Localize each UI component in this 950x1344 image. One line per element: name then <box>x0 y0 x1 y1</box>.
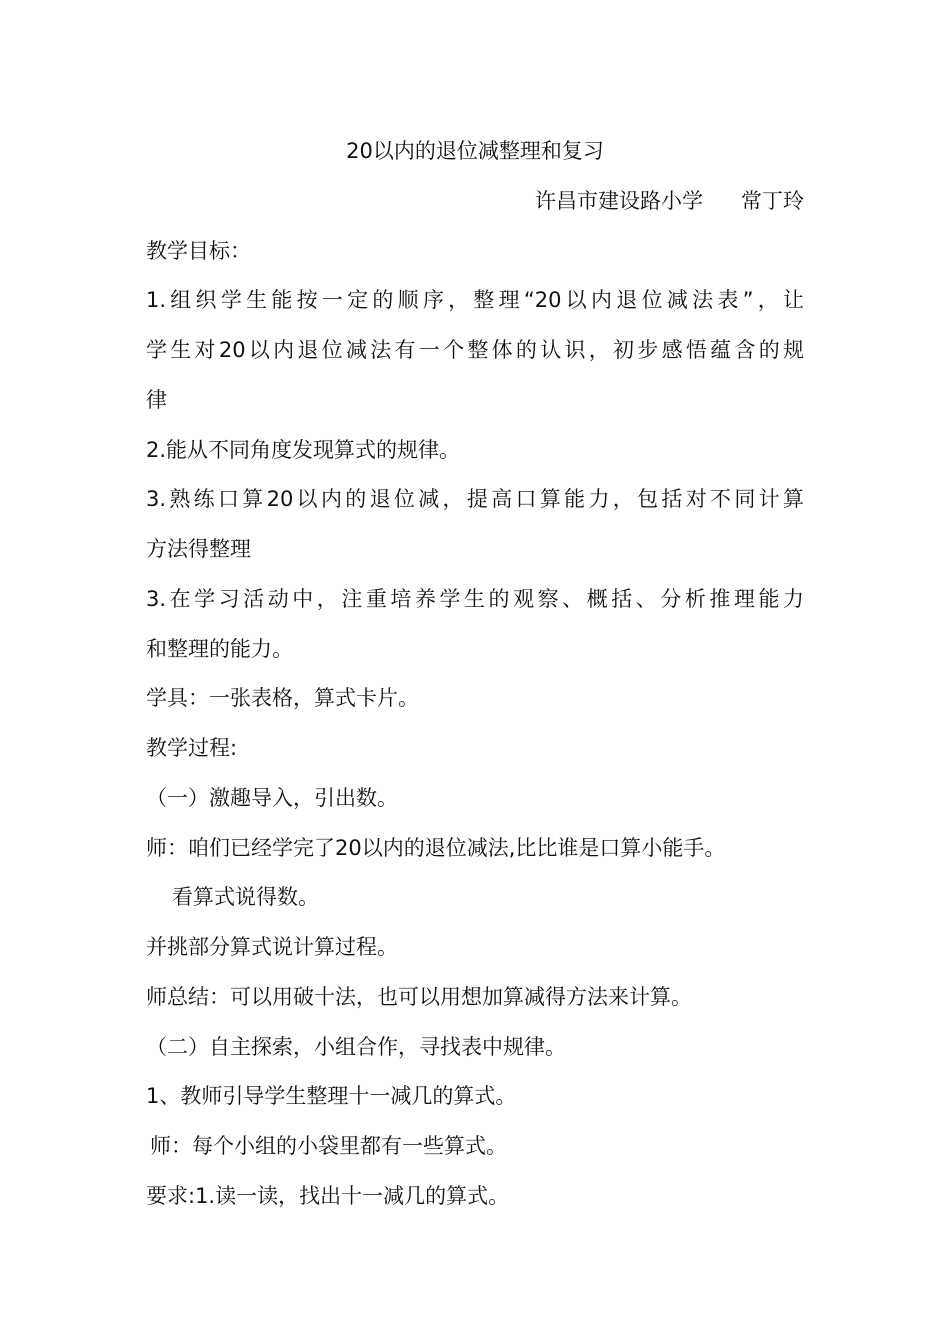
paragraph-line: 师总结：可以用破十法，也可以用想加算减得方法来计算。 <box>146 985 692 1009</box>
paragraph-line: 学具：一张表格，算式卡片。 <box>146 686 419 710</box>
paragraph-line: 3.熟练口算20以内的退位减，提高口算能力，包括对不同计算 <box>146 487 804 511</box>
paragraph-line: 1、教师引导学生整理十一减几的算式。 <box>146 1084 517 1108</box>
author-line <box>0 186 804 216</box>
subsection-heading: （一）激趣导入，引出数。 <box>146 786 398 810</box>
paragraph-line: 学生对20以内退位减法有一个整体的认识，初步感悟蕴含的规 <box>146 338 804 362</box>
paragraph-line: 要求:1.读一读，找出十一减几的算式。 <box>146 1184 510 1208</box>
paragraph-line: 师：每个小组的小袋里都有一些算式。 <box>150 1134 507 1158</box>
paragraph-line: 3.在学习活动中，注重培养学生的观察、概括、分析推理能力 <box>146 587 804 611</box>
subsection-heading: （二）自主探索，小组合作，寻找表中规律。 <box>146 1035 566 1059</box>
paragraph-line: 和整理的能力。 <box>146 637 293 661</box>
paragraph-line: 看算式说得数。 <box>172 885 319 909</box>
paragraph-line: 律 <box>146 388 167 412</box>
paragraph-line: 方法得整理 <box>146 537 251 561</box>
paragraph-line: 并挑部分算式说计算过程。 <box>146 935 398 959</box>
paragraph-line: 2.能从不同角度发现算式的规律。 <box>146 438 461 462</box>
author-name: 常丁玲 <box>741 189 804 213</box>
paragraph-line: 师：咱们已经学完了20以内的退位减法,比比谁是口算小能手。 <box>146 836 726 860</box>
section-heading-goals: 教学目标： <box>146 239 251 263</box>
author-school: 许昌市建设路小学 <box>535 189 703 213</box>
document-title: 20以内的退位减整理和复习 <box>346 139 604 163</box>
paragraph-line: 1.组织学生能按一定的顺序，整理“20以内退位减法表”，让 <box>146 288 804 312</box>
section-heading-process: 教学过程: <box>146 736 238 760</box>
